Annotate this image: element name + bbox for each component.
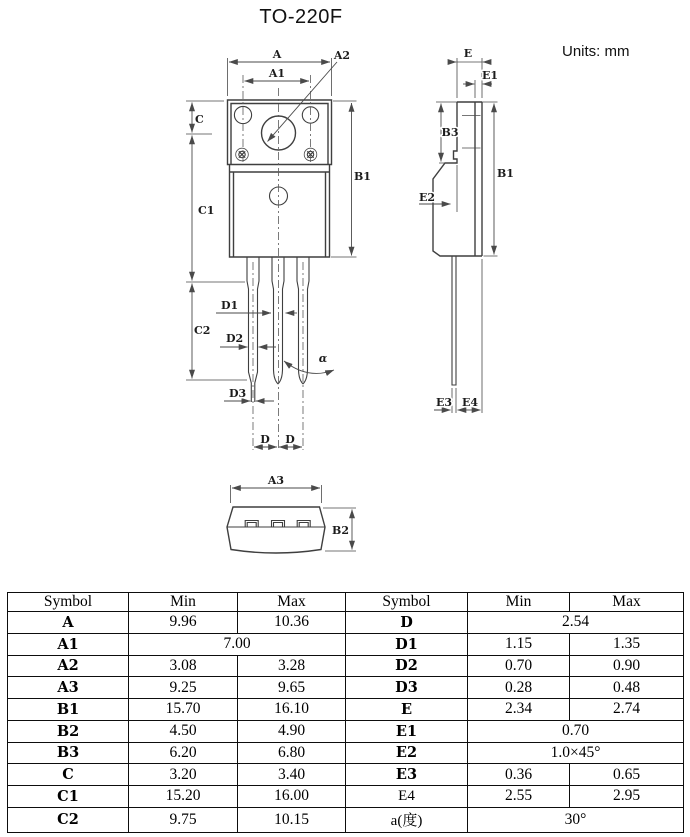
value-cell-merged: 30°	[468, 807, 684, 832]
pin-indent-hatch	[239, 151, 314, 157]
dim-label-b2: B2	[332, 524, 349, 537]
symbol-cell: E2	[346, 742, 468, 764]
value-cell-max: 3.28	[238, 655, 346, 677]
symbol-cell: D1	[346, 633, 468, 655]
value-cell-max: 0.65	[570, 764, 684, 786]
value-cell-min: 6.20	[129, 742, 238, 764]
bottom-view	[227, 474, 356, 553]
symbol-cell: C2	[8, 807, 129, 832]
extension-lines-side	[436, 58, 498, 413]
value-cell-merged: 0.70	[468, 720, 684, 742]
symbol-cell: E4	[346, 786, 468, 808]
dim-label-b3: B3	[441, 126, 459, 139]
value-cell-min: 9.25	[129, 677, 238, 699]
symbol-cell: B2	[8, 720, 129, 742]
symbol-cell: E3	[346, 764, 468, 786]
dim-label-b1-side: B1	[497, 167, 514, 180]
value-cell-max: 2.74	[570, 699, 684, 721]
dim-label-e3: E3	[435, 396, 453, 409]
dim-label-c2: C2	[194, 324, 211, 337]
side-lead	[452, 256, 456, 385]
symbol-cell: C1	[8, 786, 129, 808]
header-max-left: Max	[238, 593, 346, 612]
dim-label-a3: A3	[267, 474, 285, 487]
symbol-cell: A1	[8, 633, 129, 655]
symbol-cell: D3	[346, 677, 468, 699]
dim-label-d2: D2	[226, 332, 244, 345]
table-row	[8, 633, 684, 655]
page-title: TO-220F	[259, 6, 343, 28]
symbol-cell: A2	[8, 655, 129, 677]
header-symbol-left: Symbol	[8, 593, 129, 612]
value-cell-min: 0.36	[468, 764, 570, 786]
dim-label-b1-front: B1	[354, 170, 371, 183]
value-cell-max: 10.15	[238, 807, 346, 832]
table-row	[8, 612, 684, 634]
header-min-left: Min	[129, 593, 238, 612]
table-row	[8, 699, 684, 721]
value-cell-max: 10.36	[238, 612, 346, 634]
value-cell-max: 1.35	[570, 633, 684, 655]
value-cell-min: 15.70	[129, 699, 238, 721]
symbol-cell: a(度)	[346, 807, 468, 832]
value-cell-min: 4.50	[129, 720, 238, 742]
value-cell-min: 3.08	[129, 655, 238, 677]
table-row	[8, 677, 684, 699]
table-row	[8, 720, 684, 742]
table-row	[8, 807, 684, 832]
symbol-cell: C	[8, 764, 129, 786]
dim-label-a2: A2	[333, 49, 351, 62]
units-label: Units: mm	[562, 43, 630, 60]
lead-cross-sections	[245, 521, 310, 527]
table-header-row	[8, 593, 684, 612]
value-cell-max: 9.65	[238, 677, 346, 699]
symbol-cell: B3	[8, 742, 129, 764]
symbol-cell: E1	[346, 720, 468, 742]
value-cell-merged: 1.0×45°	[468, 742, 684, 764]
value-cell-min: 2.34	[468, 699, 570, 721]
value-cell-min: 9.96	[129, 612, 238, 634]
leads	[247, 257, 309, 402]
table-row	[8, 655, 684, 677]
value-cell-min: 15.20	[129, 786, 238, 808]
dim-label-c: C	[195, 113, 204, 126]
table-row	[8, 764, 684, 786]
dim-label-e1: E1	[481, 69, 499, 82]
dim-label-a1: A1	[268, 67, 286, 80]
value-cell-max: 16.00	[238, 786, 346, 808]
value-cell-min: 3.20	[129, 764, 238, 786]
value-cell-merged: 2.54	[468, 612, 684, 634]
value-cell-max: 2.95	[570, 786, 684, 808]
value-cell-max: 0.48	[570, 677, 684, 699]
extension-lines-bottom	[231, 485, 357, 551]
dim-label-e2: E2	[419, 191, 436, 204]
header-symbol-right: Symbol	[346, 593, 468, 612]
symbol-cell: A	[8, 612, 129, 634]
value-cell-min: 0.28	[468, 677, 570, 699]
dim-label-e4: E4	[461, 396, 479, 409]
dim-label-alpha: α	[318, 352, 328, 365]
value-cell-min: 1.15	[468, 633, 570, 655]
side-view	[419, 47, 514, 413]
symbol-cell: E	[346, 699, 468, 721]
table-row	[8, 742, 684, 764]
symbol-cell: B1	[8, 699, 129, 721]
value-cell-merged: 7.00	[129, 633, 346, 655]
dim-label-d1: D1	[221, 299, 239, 312]
bottom-outline	[227, 507, 325, 553]
dim-label-a: A	[272, 48, 282, 61]
dimensions-table	[7, 592, 684, 833]
header-max-right: Max	[570, 593, 684, 612]
front-view	[186, 48, 371, 450]
table-row	[8, 786, 684, 808]
symbol-cell: D2	[346, 655, 468, 677]
dim-label-d-right: D	[285, 433, 295, 446]
mold-ticks	[462, 116, 481, 149]
value-cell-max: 6.80	[238, 742, 346, 764]
value-cell-max: 3.40	[238, 764, 346, 786]
value-cell-min: 9.75	[129, 807, 238, 832]
header-min-right: Min	[468, 593, 570, 612]
value-cell-min: 0.70	[468, 655, 570, 677]
value-cell-max: 4.90	[238, 720, 346, 742]
dim-label-c1: C1	[198, 204, 215, 217]
dim-label-e: E	[463, 47, 473, 60]
value-cell-min: 2.55	[468, 786, 570, 808]
symbol-cell: A3	[8, 677, 129, 699]
value-cell-max: 16.10	[238, 699, 346, 721]
dim-label-d3: D3	[229, 387, 247, 400]
dim-label-d-left: D	[260, 433, 270, 446]
value-cell-max: 0.90	[570, 655, 684, 677]
symbol-cell: D	[346, 612, 468, 634]
